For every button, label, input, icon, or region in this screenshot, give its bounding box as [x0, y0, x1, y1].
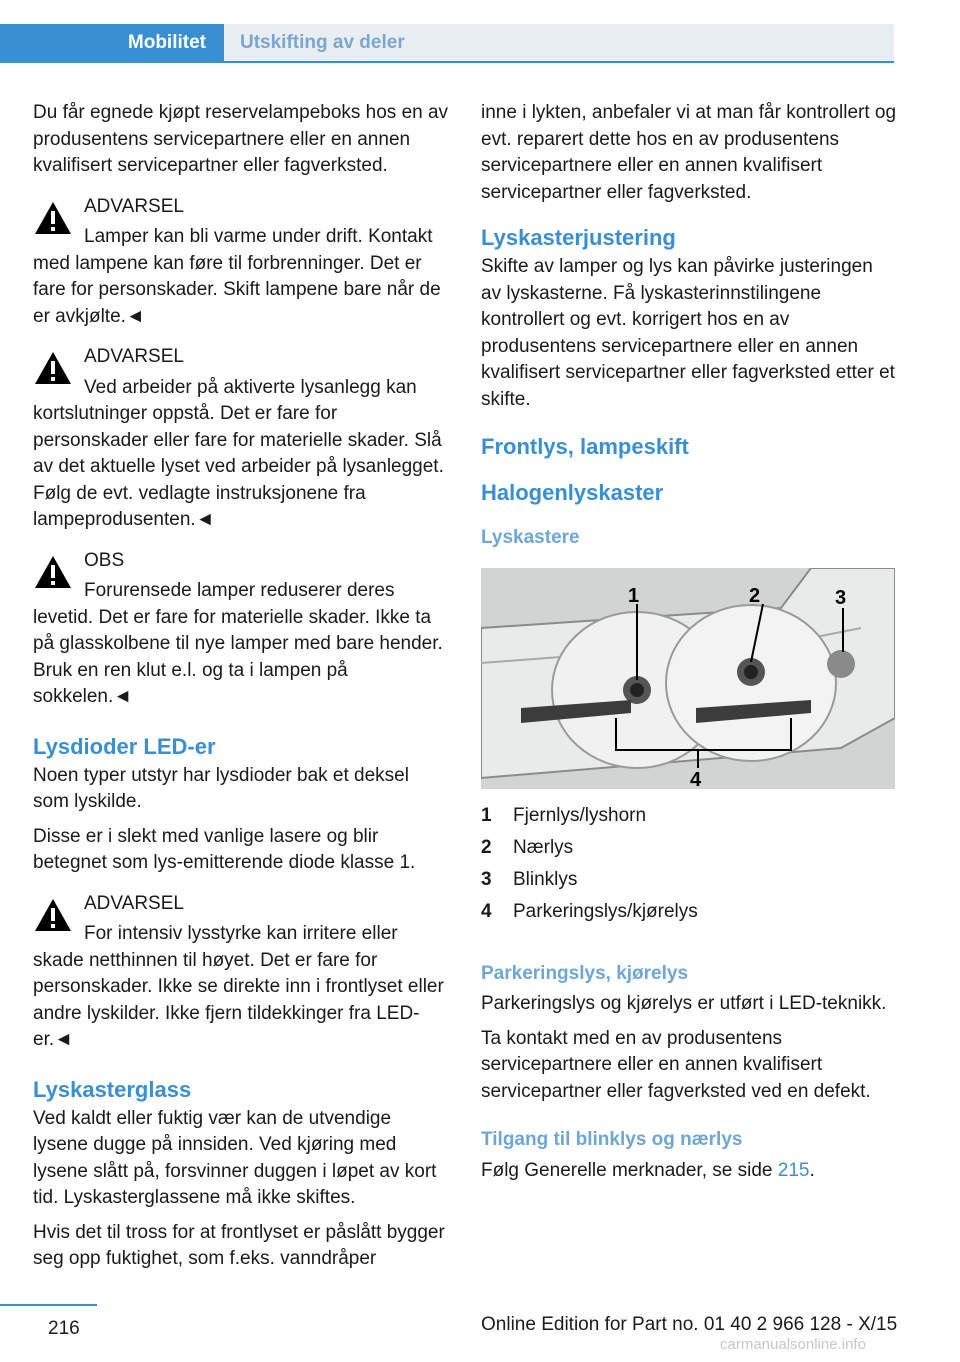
legend-item [481, 865, 897, 897]
lamps-heading: Lyskastere [481, 527, 580, 548]
legend-label: Fjernlys/lyshorn [513, 805, 647, 827]
warning-text: Forurensede lamper reduserer deres levetid. Det er fare for materielle skader. Ikke ta på glasskolbene til nye lamper med bare hender. Bruk en ren klut e.l. og ta i lampen på sokkelen.◄ [33, 580, 443, 707]
headlight-figure [481, 568, 895, 789]
warning-text: For intensiv lysstyrke kan irritere eller skade netthinnen til høyet. Det er fare for personskader. Ikke se direkte inn i frontlyset eller andre lyskilder. Ikke fjern tildekkinger fra LED-er.◄ [33, 923, 444, 1050]
warning-block-2 [33, 344, 449, 534]
warning-block-3 [33, 548, 449, 711]
continued-paragraph: inne i lykten, anbefaler vi at man får kontrollert og evt. reparert dette hos en av produsentens servicepartnere eller en annen kvalifisert servicepartner eller fagverksted. [481, 102, 897, 203]
warning-text: Lamper kan bli varme under drift. Kontakt med lampene kan føre til forbrenninger. Det er fare for personskader. Skift lampene bare når de er avkjølte.◄ [33, 226, 441, 327]
legend-list [481, 801, 897, 929]
glass-heading: Lyskasterglass [33, 1076, 192, 1102]
warning-title: ADVARSEL [84, 892, 184, 914]
legend-item [481, 801, 897, 833]
warning-icon [33, 350, 73, 386]
legend-number: 3 [481, 869, 492, 891]
section-tab: Mobilitet [0, 24, 224, 62]
halogen-heading: Halogenlyskaster [481, 480, 664, 505]
legend-label: Nærlys [513, 837, 574, 859]
access-heading: Tilgang til blinklys og nærlys [481, 1129, 743, 1150]
watermark: carmanualsonline.info [720, 1336, 866, 1353]
legend-label: Parkeringslys/kjørelys [513, 901, 698, 923]
right-column [481, 100, 897, 1192]
subsection-tab: Utskifting av deler [224, 24, 894, 62]
edition-note: Online Edition for Part no. 01 40 2 966 128 - X/15 [481, 1314, 898, 1335]
warning-title: OBS [84, 549, 125, 571]
adjust-heading: Lyskasterjustering [481, 225, 676, 250]
footer-rule [0, 1304, 97, 1306]
page-link[interactable]: 215 [777, 1159, 810, 1181]
figure-label-1: 1 [628, 584, 640, 607]
park-heading: Parkeringslys, kjørelys [481, 962, 689, 984]
glass-paragraph-1: Ved kaldt eller fuktig vær kan de utvendige lysene dugge på innsiden. Ved kjøring med lysene slått på, forsvinner duggen i løpet av kort tid. Lyskasterglassene må ikke skiftes. [33, 1107, 437, 1208]
access-paragraph [481, 1158, 897, 1185]
warning-icon [33, 554, 73, 590]
legend-item [481, 897, 897, 929]
legend-number: 2 [481, 837, 492, 859]
access-text: Følg Generelle merknader, se side [481, 1159, 778, 1181]
figure-label-3: 3 [835, 586, 847, 609]
park-paragraph-2: Ta kontakt med en av produsentens servicepartnere eller en annen kvalifisert servicepartner eller fagverksted ved en defekt. [481, 1027, 871, 1102]
legend-label: Blinklys [513, 869, 578, 891]
adjust-paragraph: Skifte av lamper og lys kan påvirke justeringen av lyskasterne. Få lyskasterinnstilingene kontrollert og evt. korrigert hos en av produsentens servicepartnere eller en annen kvalifisert servicepartner eller fagverksted etter et skifte. [481, 256, 895, 410]
warning-icon [33, 897, 73, 933]
warning-text: Ved arbeider på aktiverte lysanlegg kan kortslutninger oppstå. Det er fare for personskader eller fare for materielle skader. Slå av det aktuelle lyset ved arbeider på lysanlegget. Følg de evt. vedlagte instruksjonene fra lampeprodusenten.◄ [33, 376, 444, 530]
park-paragraph-1: Parkeringslys og kjørelys er utført i LED-teknikk. [481, 993, 887, 1014]
led-paragraph-2: Disse er i slekt med vanlige lasere og blir betegnet som lys-emitterende diode klasse 1. [33, 825, 416, 873]
legend-number: 1 [481, 805, 492, 827]
warning-icon [33, 200, 73, 236]
warning-title: ADVARSEL [84, 346, 184, 367]
left-column [33, 100, 449, 1281]
led-paragraph-1: Noen typer utstyr har lysdioder bak et deksel som lyskilde. [33, 764, 409, 812]
page-number: 216 [48, 1318, 80, 1339]
glass-paragraph-2: Hvis det til tross for at frontlyset er påslått bygger seg opp fuktighet, som f.eks. vanndråper [33, 1221, 445, 1269]
headlight-illustration [481, 568, 895, 789]
header-rule [0, 61, 894, 63]
front-heading: Frontlys, lampeskift [481, 434, 689, 459]
legend-item [481, 833, 897, 865]
access-end: . [809, 1159, 815, 1181]
legend-number: 4 [481, 901, 492, 923]
figure-label-2: 2 [749, 584, 761, 607]
warning-block-4 [33, 891, 449, 1054]
figure-label-4: 4 [690, 768, 702, 789]
intro-paragraph: Du får egnede kjøpt reservelampeboks hos en av produsentens servicepartnere eller en annen kvalifisert servicepartner eller fagverksted. [33, 102, 449, 176]
led-heading: Lysdioder LED-er [33, 733, 216, 759]
warning-title: ADVARSEL [84, 195, 184, 217]
warning-block-1 [33, 194, 449, 331]
